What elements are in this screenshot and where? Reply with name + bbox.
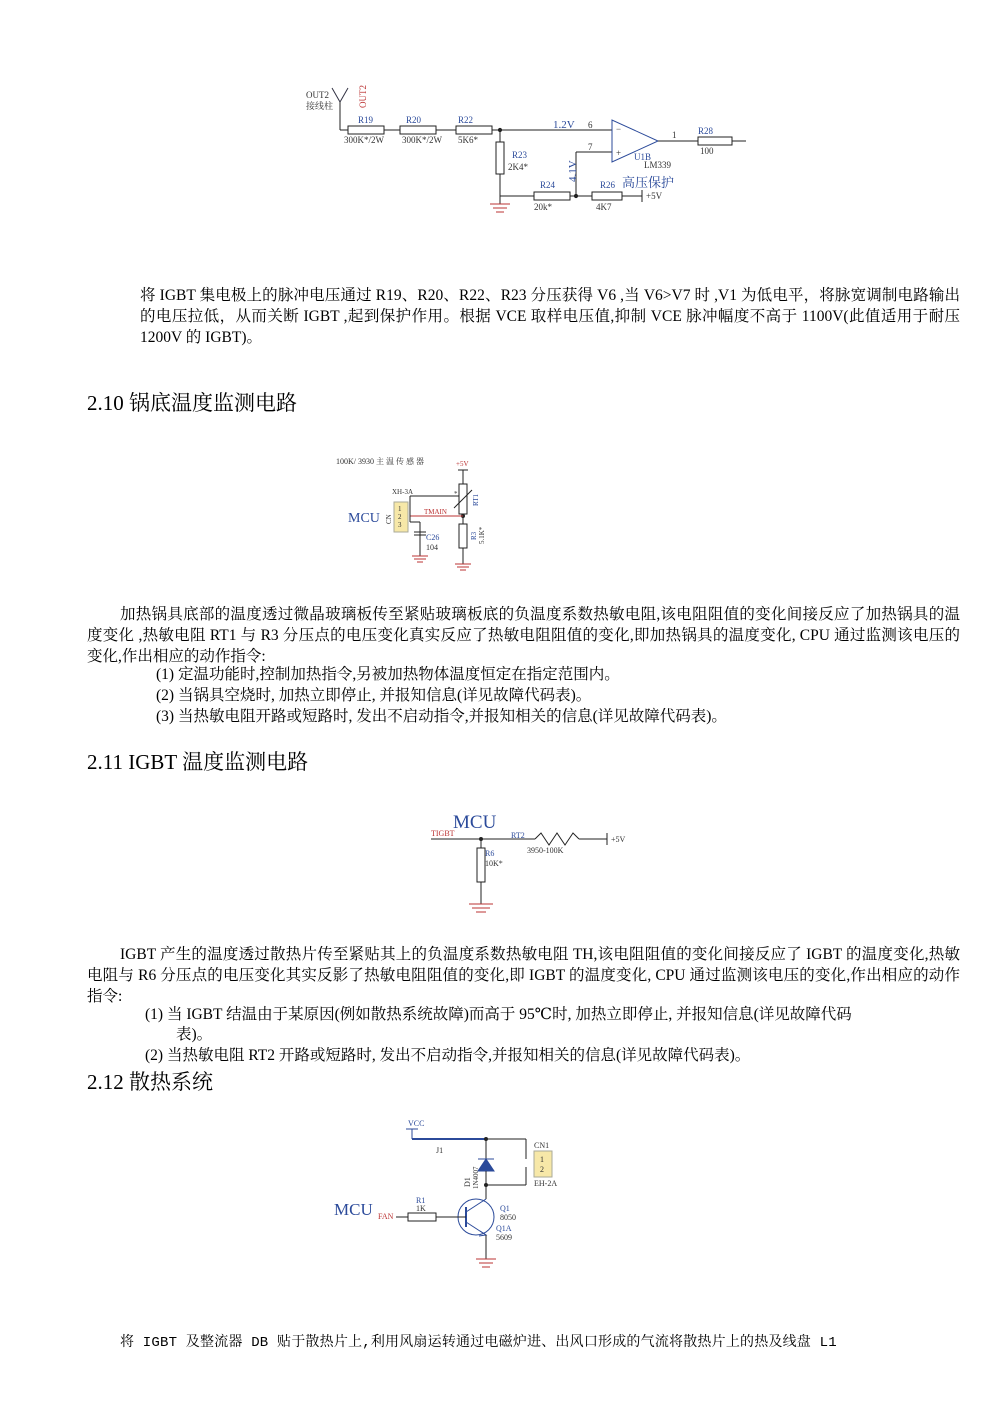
opamp-minus: −: [616, 124, 622, 134]
pin-1: 1: [398, 505, 402, 513]
r19-value: 300K*/2W: [344, 135, 384, 145]
heading-2-10: 2.10 锅底温度监测电路: [87, 391, 297, 415]
paragraph-cooling: 将 IGBT 及整流器 DB 贴于散热片上,利用风扇运转通过电磁炉进、出风口形成的气流将散热片上的热及线盘 L1: [120, 1335, 837, 1351]
r22-label: R22: [458, 115, 474, 125]
sensor-title: 100K/ 3930 主 温 传 感 器: [336, 457, 424, 466]
r28-label: R28: [698, 126, 714, 136]
d1-label: D1: [463, 1177, 472, 1187]
r20-value: 300K*/2W: [402, 135, 442, 145]
vcc-label: +5V: [456, 460, 469, 468]
vcc-label: +5V: [611, 835, 626, 844]
paragraph-hv-protection: [140, 285, 960, 348]
hv-protection-label: 高压保护: [622, 175, 675, 190]
r20-label: R20: [406, 115, 422, 125]
opamp-plus: +: [616, 148, 622, 158]
hv-protection-schematic: [300, 80, 760, 220]
paragraph-igbt-temp: [87, 944, 960, 1007]
j1-label: J1: [436, 1146, 444, 1155]
pin-3: 3: [398, 521, 402, 529]
cn1-pin-1: 1: [540, 1155, 544, 1164]
lm339-label: LM339: [644, 160, 671, 170]
cn1-label: CN1: [534, 1141, 550, 1150]
mcu-label: MCU: [453, 812, 497, 833]
r26-value: 4K7: [596, 202, 612, 212]
r3-label: R3: [470, 531, 478, 540]
list-item: (1) 定温功能时,控制加热指令,另被加热物体温度恒定在指定范围内。: [156, 666, 620, 683]
cn1-pin-2: 2: [540, 1165, 544, 1174]
list-item: (2) 当锅具空烧时, 加热立即停止, 并报知信息(详见故障代码表)。: [156, 687, 592, 704]
vcc-label: +5V: [646, 191, 663, 201]
rt2-value: 3950-100K: [527, 846, 564, 855]
list-item: (1) 当 IGBT 结温由于某原因(例如散热系统故障)而高于 95℃时, 加热立即停止, 并报知信息(详见故障代码: [145, 1006, 852, 1023]
paragraph-pot-temp: [87, 604, 960, 667]
d1-part: 1N4007: [472, 1166, 480, 1189]
pot-temp-schematic: [330, 450, 510, 580]
vcc-label: VCC: [408, 1119, 425, 1128]
r23-value: 2K4*: [508, 162, 528, 172]
pin1-label: 1: [672, 130, 677, 140]
list-item: (3) 当热敏电阻开路或短路时, 发出不启动指令,并报知相关的信息(详见故障代码表)。: [156, 708, 727, 725]
q1-part: 8050: [500, 1213, 516, 1222]
r1-value: 1K: [416, 1204, 426, 1213]
q1a-label: Q1A: [496, 1224, 512, 1233]
c26-value: 104: [426, 543, 438, 552]
pin7-label: 7: [588, 142, 593, 152]
r6-label: R6: [485, 849, 495, 858]
r3-value: 5.1K*: [478, 526, 486, 544]
r6-value: 10K*: [485, 859, 503, 868]
fan-label: FAN: [378, 1212, 394, 1221]
igbt-temp-schematic: [425, 808, 635, 920]
xh-label: XH-3A: [392, 488, 413, 496]
paragraph-text: 将 IGBT 集电极上的脉冲电压通过 R19、R20、R22、R23 分压获得 V6 ,当 V6>V7 时 ,V1 为低电平，将脉宽调制电路输出的电压拉低，从而关断 IGBT ,起到保护作用。根据 VCE 取样电压值,抑制 VCE 脉冲幅度不高于 1100V(此值适用于耐压 1200V 的 IGBT)。: [140, 287, 960, 346]
list-item-continuation: 表)。: [176, 1026, 213, 1043]
r26-label: R26: [600, 180, 616, 190]
cn-label: CN: [385, 514, 393, 524]
tmain-label: TMAIN: [424, 508, 447, 516]
tigbt-label: TIGBT: [431, 829, 455, 838]
r24-value: 20k*: [534, 202, 552, 212]
paragraph-text: 加热锅具底部的温度透过微晶玻璃板传至紧贴玻璃板底的负温度系数热敏电阻,该电阻阻值的变化间接反应了加热锅具的温度变化 ,热敏电阻 RT1 与 R3 分压点的电压变化真实反应了热敏电阻阻值的变化,即加热锅具的温度变化, CPU 通过监测该电压的变化,作出相应的动作指令:: [87, 606, 960, 665]
r24-label: R24: [540, 180, 556, 190]
c26-label: C26: [426, 533, 440, 542]
v-plus-label: 4.1V: [567, 160, 579, 182]
q1a-part: 5609: [496, 1233, 512, 1242]
q1-label: Q1: [500, 1204, 510, 1213]
out2-label: OUT2: [306, 90, 329, 100]
pin-2: 2: [398, 513, 402, 521]
pin6-label: 6: [588, 120, 593, 130]
out2-vertical-label: OUT2: [358, 85, 368, 108]
r22-value: 5K6*: [458, 135, 478, 145]
mcu-label: MCU: [348, 511, 380, 526]
paragraph-text: IGBT 产生的温度透过散热片传至紧贴其上的负温度系数热敏电阻 TH,该电阻阻值的变化间接反应了 IGBT 的温度变化,热敏电阻与 R6 分压点的电压变化其实反影了热敏电阻阻值的变化,即 IGBT 的温度变化, CPU 通过监测该电压的变化,作出相应的动作指令:: [87, 946, 960, 1005]
r1-label: R1: [416, 1196, 426, 1205]
heading-2-11: 2.11 IGBT 温度监测电路: [87, 750, 309, 774]
heading-2-12: 2.12 散热系统: [87, 1070, 213, 1094]
fan-driver-schematic: [330, 1115, 580, 1275]
mcu-label: MCU: [334, 1200, 373, 1219]
r28-value: 100: [700, 146, 714, 156]
v-minus-label: 1.2V: [553, 119, 575, 131]
r23-label: R23: [512, 150, 528, 160]
u1b-label: U1B: [634, 152, 652, 162]
r19-label: R19: [358, 115, 374, 125]
terminal-label: 接线柱: [306, 101, 334, 111]
eh-label: EH-2A: [534, 1179, 558, 1188]
list-item: (2) 当热敏电阻 RT2 开路或短路时, 发出不启动指令,并报知相关的信息(详见故障代码表)。: [145, 1047, 751, 1064]
rt1-label: RT1: [472, 493, 480, 506]
rt2-label: RT2: [511, 831, 525, 840]
rt1-star: *: [454, 490, 458, 498]
